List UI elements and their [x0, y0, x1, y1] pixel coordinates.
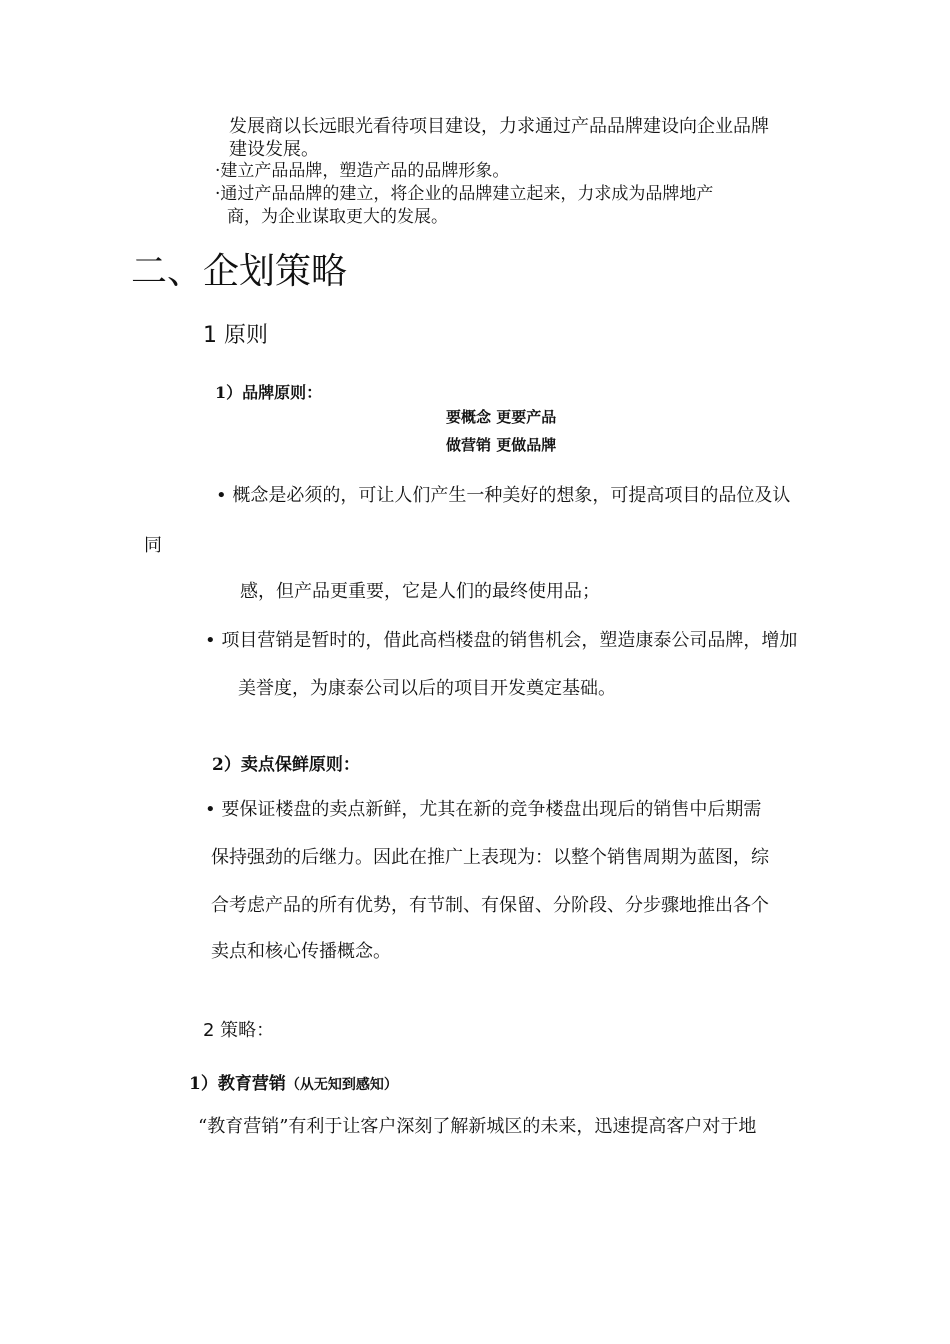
- fresh-principle-heading: 2）卖点保鲜原则：: [212, 755, 360, 775]
- brand-point-2-line-2: 美誉度，为康泰公司以后的项目开发奠定基础。: [238, 678, 616, 699]
- fresh-line-2: 保持强劲的后继力。因此在推广上表现为：以整个销售周期为蓝图，综: [211, 847, 769, 868]
- edu-marketing-heading: [189, 1076, 398, 1093]
- edu-marketing-line-1: “教育营销”有利于让客户深刻了解新城区的未来，迅速提高客户对于地: [198, 1116, 757, 1137]
- fresh-line-1: • 要保证楼盘的卖点新鲜，尤其在新的竞争楼盘出现后的销售中后期需: [205, 799, 762, 820]
- intro-bullet-1: ·建立产品品牌，塑造产品的品牌形象。: [215, 161, 510, 181]
- intro-line-1: 发展商以长远眼光看待项目建设，力求通过产品品牌建设向企业品牌: [229, 116, 769, 137]
- brand-point-1-line-3: 感，但产品更重要，它是人们的最终使用品；: [240, 581, 600, 602]
- principles-heading: 1 原则: [203, 323, 268, 348]
- brand-slogan-1: 要概念 更要产品: [446, 408, 557, 426]
- edu-marketing-title: 1）教育营销: [189, 1074, 286, 1094]
- strategy-heading: 2 策略：: [203, 1020, 275, 1041]
- fresh-line-3: 合考虑产品的所有优势，有节制、有保留、分阶段、分步骤地推出各个: [211, 895, 769, 916]
- intro-bullet-2-line-1: ·通过产品品牌的建立，将企业的品牌建立起来，力求成为品牌地产: [215, 184, 714, 204]
- edu-marketing-subtitle: （从无知到感知）: [285, 1077, 398, 1093]
- brand-point-1-line-1: • 概念是必须的，可让人们产生一种美好的想象，可提高项目的品位及认: [216, 485, 791, 506]
- brand-point-1-line-2: 同: [144, 535, 162, 556]
- section-title: 二、企划策略: [131, 251, 348, 292]
- brand-slogan-2: 做营销 更做品牌: [446, 436, 557, 454]
- fresh-line-4: 卖点和核心传播概念。: [211, 941, 391, 962]
- brand-principle-heading: 1）品牌原则：: [215, 383, 323, 402]
- brand-point-2-line-1: • 项目营销是暂时的，借此高档楼盘的销售机会，塑造康泰公司品牌，增加: [205, 630, 798, 651]
- intro-bullet-2-line-2: 商，为企业谋取更大的发展。: [227, 207, 448, 227]
- intro-line-2: 建设发展。: [229, 139, 319, 160]
